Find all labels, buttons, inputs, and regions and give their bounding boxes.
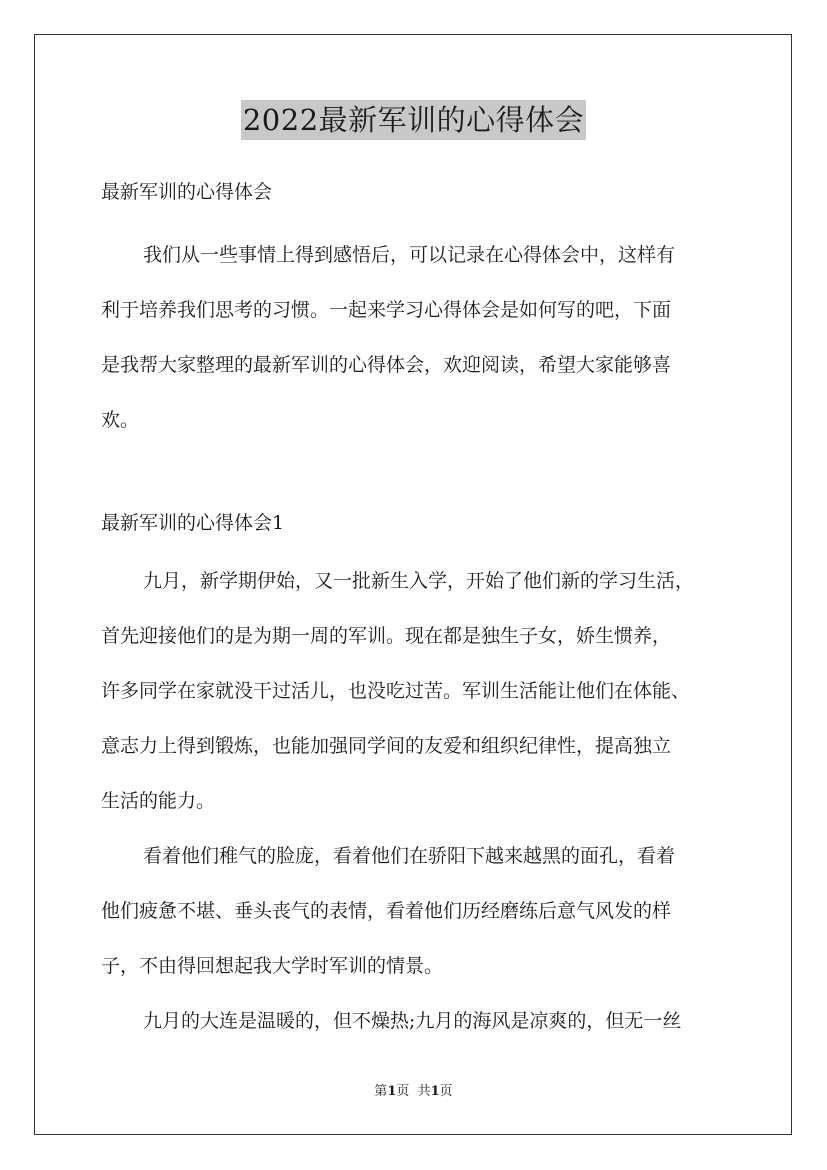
section-heading: 最新军训的心得体会1 bbox=[101, 512, 285, 534]
page-total-number: 1 bbox=[430, 1084, 440, 1099]
page-current-number: 1 bbox=[387, 1084, 397, 1099]
paragraph-line: 许多同学在家就没干过活儿，也没吃过苦。军训生活能让他们在体能、 bbox=[101, 680, 691, 702]
document-title: 2022最新军训的心得体会 bbox=[241, 100, 586, 140]
paragraph-line: 利于培养我们思考的习惯。一起来学习心得体会是如何写的吧，下面 bbox=[101, 299, 672, 321]
paragraph-line: 我们从一些事情上得到感悟后，可以记录在心得体会中，这样有 bbox=[143, 244, 676, 266]
page-label-prefix: 第 bbox=[374, 1084, 388, 1099]
paragraph-line: 生活的能力。 bbox=[101, 790, 216, 812]
paragraph-line: 他们疲惫不堪、垂头丧气的表情，看着他们历经磨练后意气风发的样 bbox=[101, 900, 672, 922]
document-body bbox=[101, 176, 741, 1049]
title-wrap bbox=[0, 100, 827, 140]
section1-paragraph-2 bbox=[101, 829, 741, 994]
paragraph-line: 是我帮大家整理的最新军训的心得体会，欢迎阅读，希望大家能够喜 bbox=[101, 354, 672, 376]
section1-paragraph-1 bbox=[101, 554, 741, 829]
page-footer bbox=[0, 1082, 827, 1102]
paragraph-line: 首先迎接他们的是为期一周的军训。现在都是独生子女，娇生惯养， bbox=[101, 625, 672, 647]
section1-paragraph-3 bbox=[101, 994, 741, 1049]
paragraph-line: 看着他们稚气的脸庞，看着他们在骄阳下越来越黑的面孔，看着 bbox=[143, 845, 676, 867]
paragraph-line: 九月的大连是温暖的，但不燥热;九月的海风是凉爽的，但无一丝 bbox=[143, 1010, 682, 1032]
paragraph-line: 意志力上得到锻炼，也能加强同学间的友爱和组织纪律性，提高独立 bbox=[101, 735, 672, 757]
paragraph-line: 九月，新学期伊始，又一批新生入学，开始了他们新的学习生活， bbox=[143, 570, 695, 592]
intro-paragraph bbox=[101, 228, 741, 448]
paragraph-line: 欢。 bbox=[101, 409, 140, 431]
page-label-suffix: 页 bbox=[439, 1084, 453, 1099]
intro-heading: 最新军训的心得体会 bbox=[101, 181, 273, 203]
paragraph-line: 子，不由得回想起我大学时军训的情景。 bbox=[101, 955, 444, 977]
page-label-mid: 页 共 bbox=[396, 1084, 431, 1099]
